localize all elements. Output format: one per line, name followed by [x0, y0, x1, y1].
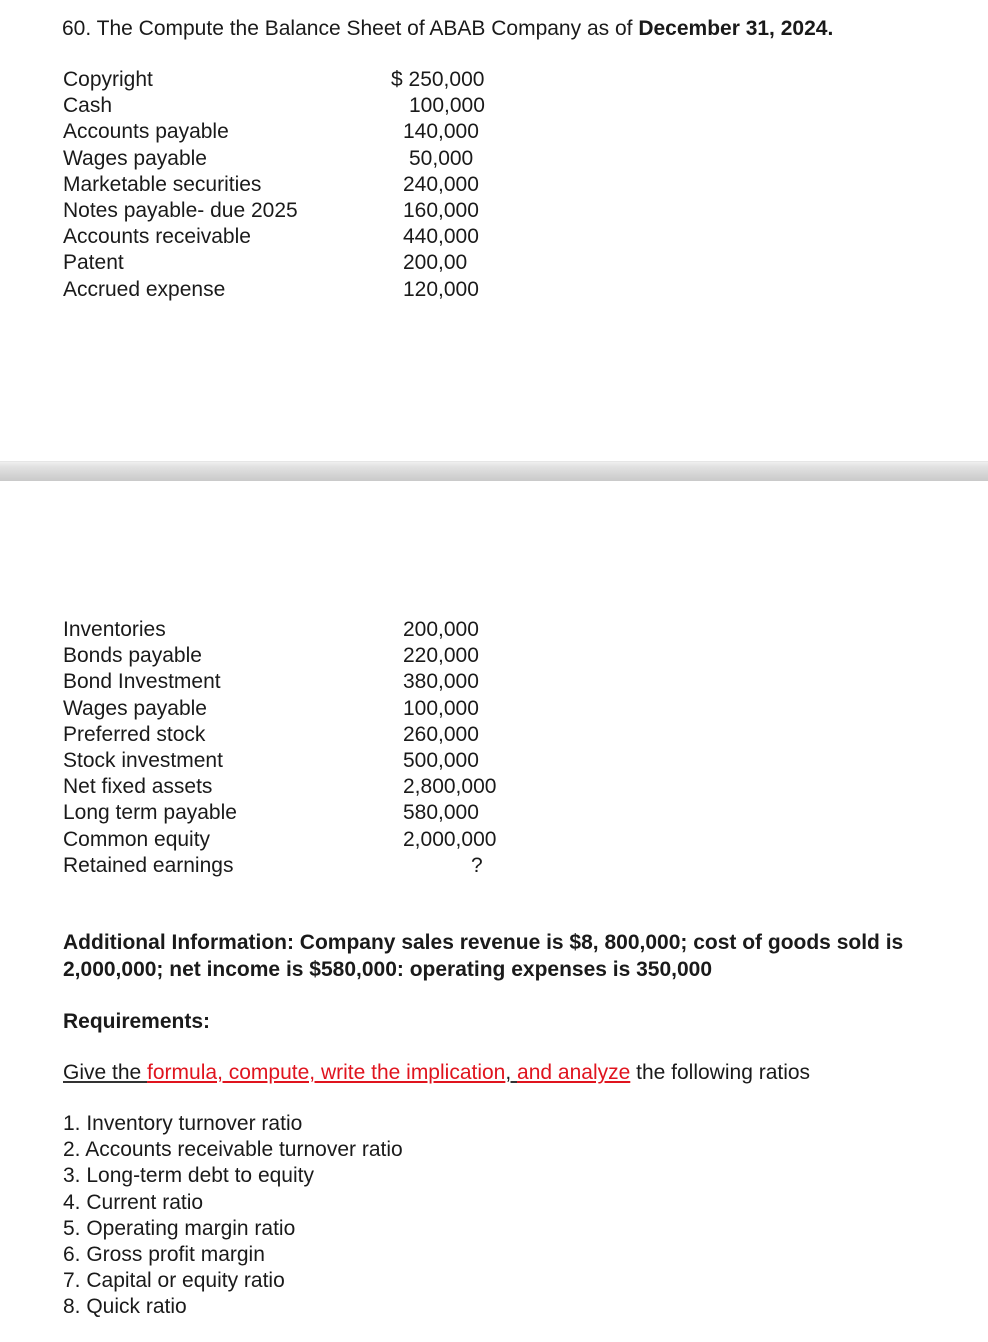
page-break-divider	[0, 461, 988, 481]
account-amount: 200,00	[403, 251, 468, 275]
instruction-lead: Give the	[63, 1061, 148, 1084]
instruction-line	[63, 1059, 810, 1086]
list-item: 8. Quick ratio	[63, 1295, 187, 1319]
account-name: Preferred stock	[63, 722, 206, 746]
account-amount: 2,800,000	[403, 775, 497, 799]
account-name: Bonds payable	[63, 644, 202, 668]
account-name: Inventories	[63, 618, 166, 641]
additional-information: Additional Information: Company sales revenue is $8, 800,000; cost of goods sold is 2,000,000; net income is $580,000: operating expenses is 350,000	[63, 931, 904, 981]
account-amount: ?	[471, 853, 483, 877]
account-name: Net fixed assets	[63, 775, 213, 799]
list-item: 3. Long-term debt to equity	[63, 1164, 314, 1188]
list-item: 2. Accounts receivable turnover ratio	[63, 1138, 403, 1162]
title-prefix: 60. The Compute the Balance Sheet of ABAB Company as of	[62, 17, 639, 40]
account-name: Wages payable	[63, 146, 207, 170]
account-amount: 100,000	[409, 94, 485, 118]
account-amount: 200,000	[403, 618, 479, 641]
account-amount: 50,000	[409, 146, 474, 170]
ratio-list	[63, 1111, 403, 1321]
title-date: December 31, 2024.	[638, 17, 834, 40]
account-name: Cash	[63, 94, 113, 118]
account-name: Accounts receivable	[63, 225, 251, 249]
account-amount: 440,000	[403, 225, 479, 249]
list-item: 4. Current ratio	[63, 1190, 204, 1214]
account-name: Long term payable	[63, 801, 237, 825]
account-amount: 160,000	[403, 198, 479, 222]
list-item: 6. Gross profit margin	[63, 1242, 265, 1266]
account-name: Bond Investment	[63, 670, 221, 694]
account-amount: 2,000,000	[403, 827, 497, 851]
question-title	[62, 15, 833, 43]
instruction-highlight-a: formula, compute, write the implication	[147, 1061, 506, 1084]
account-amount: 260,000	[403, 722, 479, 746]
requirements-heading: Requirements:	[63, 1010, 211, 1033]
account-name: Wages payable	[63, 696, 207, 720]
account-name: Accounts payable	[63, 120, 229, 144]
account-amount: 140,000	[403, 120, 479, 144]
list-item: 1. Inventory turnover ratio	[63, 1112, 303, 1135]
list-item: 7. Capital or equity ratio	[63, 1269, 285, 1293]
instruction-joiner: ,	[505, 1061, 518, 1084]
list-item: 5. Operating margin ratio	[63, 1216, 296, 1240]
account-name: Retained earnings	[63, 853, 234, 877]
account-amount: 580,000	[403, 801, 479, 825]
account-amount: 120,000	[403, 277, 479, 301]
instruction-tail: the following ratios	[630, 1061, 811, 1084]
account-amount: 220,000	[403, 644, 479, 668]
account-amount: 380,000	[403, 670, 479, 694]
account-name: Copyright	[63, 68, 153, 91]
account-name: Marketable securities	[63, 172, 262, 196]
account-name: Accrued expense	[63, 277, 226, 301]
account-amount: 500,000	[403, 748, 479, 772]
account-amount: $ 250,000	[391, 68, 485, 91]
account-name: Notes payable- due 2025	[63, 198, 298, 222]
account-name: Patent	[63, 251, 124, 275]
account-name: Common equity	[63, 827, 211, 851]
account-name: Stock investment	[63, 748, 223, 772]
instruction-highlight-b: and analyze	[517, 1061, 631, 1084]
account-amount: 100,000	[403, 696, 479, 720]
account-amount: 240,000	[403, 172, 479, 196]
